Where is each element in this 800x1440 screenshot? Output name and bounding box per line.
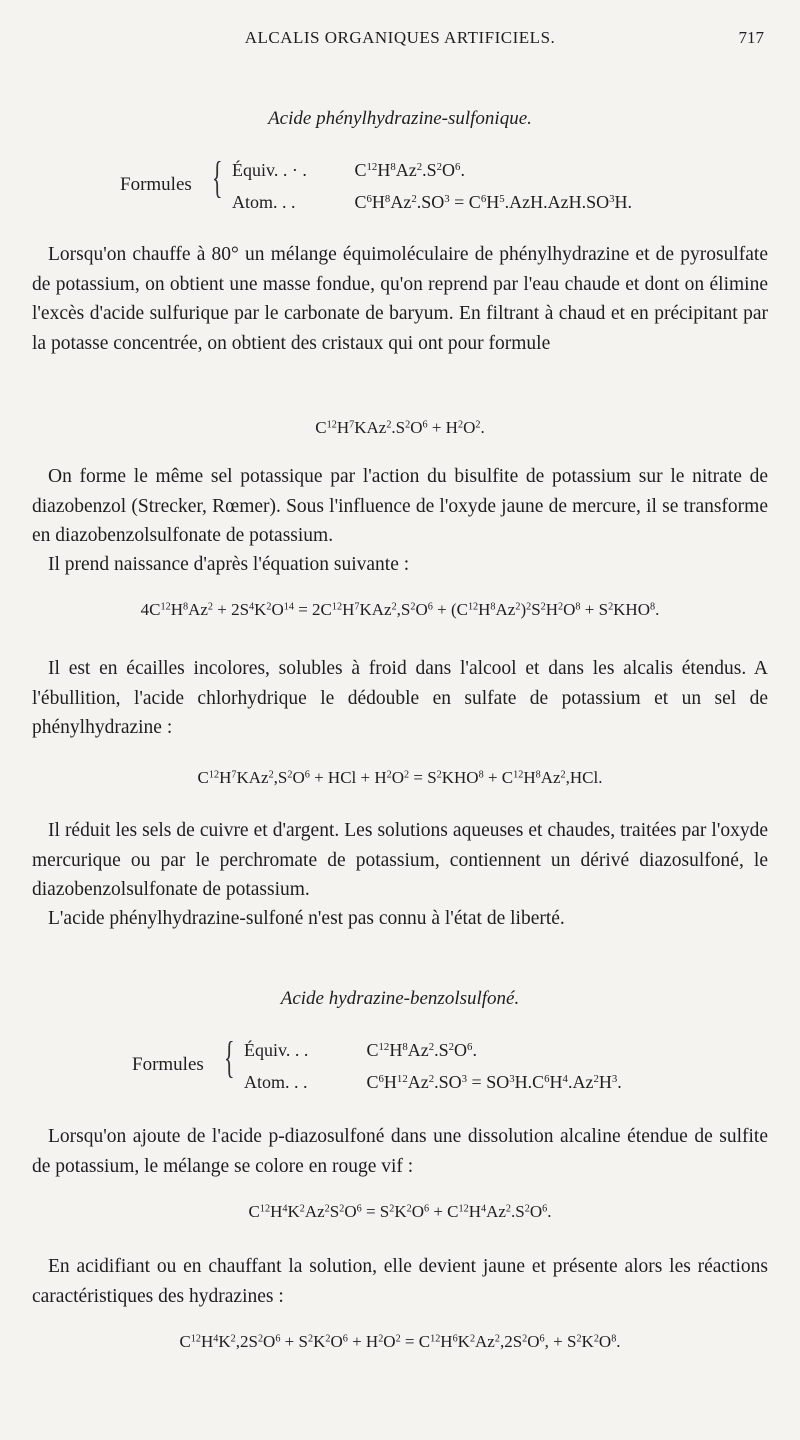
- formula-equiv-row: [232, 160, 465, 181]
- running-header: [0, 22, 800, 52]
- equation-1: $C^{12}H^7KAz^2.S^2O^6 + H^2O^2$.: [315, 418, 485, 437]
- formula-equiv-row: [244, 1040, 477, 1061]
- formula-atom: $C^6H^8Az^2.SO^3 = C^6H^5.AzH.AzH.SO^3H$.: [354, 192, 633, 212]
- page-number: 717: [738, 28, 764, 47]
- paragraph-5: Il réduit les sels de cuivre et d'argent. Les solutions aqueuses et chaudes, traitées par l'oxyde mercurique ou par le perchromate de potassium, contiennent un dérivé diazosulfoné, le diazobenzolsulfonate de potassium.: [32, 820, 768, 900]
- paragraph-4: Il est en écailles incolores, solubles à froid dans l'alcool et dans les alcalis étendus. A l'ébullition, l'acide chlorhydrique le dédouble en sulfate de potassium et un sel de phénylhydrazine :: [32, 658, 768, 738]
- formulas-label: Formules: [132, 1054, 204, 1075]
- formula-atom: $C^6H^{12}Az^2.SO^3 = SO^3H.C^6H^4.Az^2H^3$.: [366, 1072, 622, 1092]
- formula-equiv: $C^{12}H^8Az^2.S^2O^6$.: [354, 160, 465, 180]
- section-title-phenylhydrazine-sulfonique: Acide phénylhydrazine-sulfonique.: [268, 108, 532, 129]
- formula-block-2: [132, 1033, 732, 1102]
- equation-3: $C^{12}H^7KAz^2,S^2O^6$ + HCl + $H^2O^2 = S^2KHO^8 + C^{12}H^8Az^2,HCl$.: [197, 768, 603, 787]
- formula-block-1: [120, 153, 720, 222]
- equation-5: $C^{12}H^4K^2,2S^2O^6 + S^2K^2O^6 + H^2O^2 = C^{12}H^6K^2Az^2,2S^2O^6$, + $S^2K^2O^8$.: [179, 1332, 621, 1351]
- equation-4: $C^{12}H^4K^2Az^2S^2O^6 = S^2K^2O^6 + C^{12}H^4Az^2.S^2O^6$.: [248, 1202, 552, 1221]
- formula-equiv: $C^{12}H^8Az^2.S^2O^6$.: [366, 1040, 477, 1060]
- paragraph-6: L'acide phénylhydrazine-sulfoné n'est pas connu à l'état de liberté.: [48, 908, 565, 929]
- paragraph-7: Lorsqu'on ajoute de l'acide p-diazosulfoné dans une dissolution alcaline étendue de sulfite de potassium, le mélange se colore en rouge vif :: [32, 1126, 768, 1177]
- equiv-label: Équiv. . .: [244, 1040, 309, 1060]
- equation-2: $4C^{12}H^8Az^2 + 2S^4K^2O^{14} = 2C^{12}H^7KAz^2,S^2O^6 + (C^{12}H^8Az^2)^2S^2H^2O^8 + S^2KHO^8$.: [140, 600, 660, 619]
- paragraph-8: En acidifiant ou en chauffant la solution, elle devient jaune et présente alors les réactions caractéristiques des hydrazines :: [32, 1256, 768, 1307]
- brace-icon: {: [224, 1033, 235, 1082]
- atom-label: Atom. . .: [244, 1072, 308, 1092]
- paragraph-1: Lorsqu'on chauffe à 80° un mélange équimoléculaire de phénylhydrazine et de pyrosulfate de potassium, on obtient une masse fondue, qu'on reprend par l'eau chaude et dont on élimine l'excès d'acide sulfurique par le carbonate de baryum. En filtrant à chaud et en précipitant par la potasse concentrée, on obtient des cristaux qui ont pour formule: [32, 244, 768, 354]
- running-title: ALCALIS ORGANIQUES ARTIFICIELS.: [244, 28, 556, 47]
- paragraph-2: On forme le même sel potassique par l'action du bisulfite de potassium sur le nitrate de diazobenzol (Strecker, Rœmer). Sous l'influence de l'oxyde jaune de mercure, il se transforme en diazobenzolsulfonate de potassium.: [32, 466, 768, 546]
- formulas-label: Formules: [120, 174, 192, 195]
- equiv-label: Équiv. . · .: [232, 160, 307, 180]
- brace-icon: {: [212, 153, 223, 202]
- atom-label: Atom. . .: [232, 192, 296, 212]
- section-title-hydrazine-benzolsulfone: Acide hydrazine-benzolsulfoné.: [280, 988, 520, 1009]
- formula-atom-row: [232, 192, 632, 213]
- paragraph-3: Il prend naissance d'après l'équation suivante :: [48, 554, 410, 575]
- formula-atom-row: [244, 1072, 622, 1093]
